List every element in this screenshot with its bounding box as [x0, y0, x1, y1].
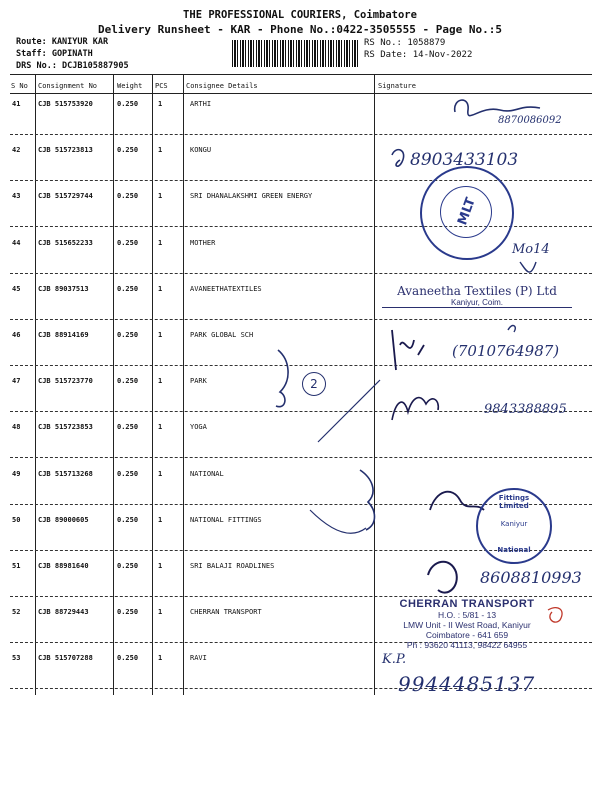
textiles-stamp-place: Kaniyur, Coim. — [450, 298, 504, 307]
company-seal-43 — [420, 166, 514, 260]
row-consignment-no: CJB 88729443 — [38, 608, 89, 617]
row-consignment-no: CJB 515713268 — [38, 469, 93, 478]
col-header-sno: S No — [11, 82, 28, 90]
row-sno: 47 — [12, 377, 21, 386]
signature-46-phone: (7010764987) — [452, 342, 560, 360]
row-pcs: 1 — [158, 331, 163, 339]
cherran-stamp — [374, 598, 560, 650]
seal-50-mid: Kaniyur — [500, 520, 528, 528]
row-consignment-no: CJB 515753920 — [38, 100, 93, 108]
row-consignee: YOGA — [190, 423, 207, 432]
row-weight: 0.250 — [117, 654, 139, 663]
row-sno: 49 — [12, 469, 21, 478]
row-consignee: NATIONAL — [190, 469, 224, 478]
row-consignment-no: CJB 515723813 — [38, 146, 93, 155]
row-pcs: 1 — [158, 515, 163, 524]
cherran-stamp-line5: Ph : 93620 41113, 98422 64955 — [406, 640, 528, 650]
row-sno: 41 — [12, 100, 21, 108]
row-weight: 0.250 — [117, 284, 139, 293]
cherran-stamp-line4: Coimbatore - 641 659 — [425, 630, 509, 640]
row-pcs: 1 — [158, 654, 163, 663]
row-consignee: PARK — [190, 377, 207, 386]
col-header-consignee: Consignee Details — [186, 82, 258, 90]
textiles-stamp-name: Avaneetha Textiles (P) Ltd — [397, 284, 557, 298]
row-consignment-no: CJB 88981640 — [38, 562, 89, 570]
row-consignee: NATIONAL FITTINGS — [190, 515, 262, 524]
col-header-weight: Weight — [117, 82, 143, 90]
col-header-signature: Signature — [378, 82, 416, 90]
signature-48-phone: 9843388895 — [484, 402, 567, 417]
row-consignee: SRI DHANALAKSHMI GREEN ENERGY — [190, 192, 313, 201]
seal-50-bottom: National — [497, 546, 531, 554]
row-sno: 52 — [12, 608, 21, 617]
row-sno: 48 — [12, 423, 21, 432]
row-consignee: KONGU — [190, 146, 212, 155]
rs-date: RS Date: 14-Nov-2022 — [364, 50, 473, 60]
row-consignment-no: CJB 515723853 — [38, 423, 93, 432]
row-weight: 0.250 — [117, 377, 139, 386]
row-pcs: 1 — [158, 377, 163, 386]
runsheet-title: Delivery Runsheet - KAR - Phone No.:0422-3505555 - Page No.:5 — [98, 23, 502, 36]
col-header-consignment: Consignment No — [38, 82, 98, 90]
cherran-stamp-line1: CHERRAN TRANSPORT — [399, 598, 535, 610]
row-weight: 0.250 — [117, 423, 139, 432]
row-consignee: RAVI — [190, 654, 207, 663]
row-consignment-no: CJB 515729744 — [38, 192, 93, 201]
staff-label: Staff: GOPINATH — [16, 49, 93, 59]
cherran-stamp-line2: H.O. : 5/81 - 13 — [437, 610, 497, 620]
seal-50-top: Fittings Limited — [498, 494, 530, 510]
fittings-seal-50 — [476, 488, 552, 564]
seal-43-text: MLT — [455, 195, 479, 228]
row-weight: 0.250 — [117, 331, 139, 339]
row-sno: 46 — [12, 331, 21, 339]
row-consignee: SRI BALAJI ROADLINES — [190, 562, 275, 570]
row-weight: 0.250 — [117, 238, 139, 247]
row-consignee: MOTHER — [190, 238, 216, 247]
row-consignment-no: CJB 515723770 — [38, 377, 93, 386]
row-weight: 0.250 — [117, 146, 139, 155]
rs-number: RS No.: 1058879 — [364, 38, 446, 48]
signature-53-name: K.P. — [382, 652, 407, 667]
col-header-pcs: PCS — [155, 82, 168, 90]
row-weight: 0.250 — [117, 469, 139, 478]
row-weight: 0.250 — [117, 608, 139, 617]
row-consignee: AVANEETHATEXTILES — [190, 284, 262, 293]
row-sno: 50 — [12, 515, 21, 524]
signature-53-phone: 9944485137 — [398, 672, 536, 696]
row-sno: 44 — [12, 238, 21, 247]
row-pcs: 1 — [158, 469, 163, 478]
cherran-stamp-line3: LMW Unit - II West Road, Kaniyur — [403, 620, 531, 630]
row-weight: 0.250 — [117, 515, 139, 524]
drs-number: DRS No.: DCJB105887905 — [16, 61, 129, 71]
row-consignment-no: CJB 515652233 — [38, 238, 93, 247]
row-pcs: 1 — [158, 100, 163, 108]
row-consignee: ARTHI — [190, 100, 212, 108]
textiles-stamp — [382, 284, 572, 308]
row-pcs: 1 — [158, 608, 163, 617]
row-sno: 51 — [12, 562, 21, 570]
row-consignee: CHERRAN TRANSPORT — [190, 608, 262, 617]
row-consignment-no: CJB 89000605 — [38, 515, 89, 524]
row-pcs: 1 — [158, 423, 163, 432]
row-sno: 53 — [12, 654, 21, 663]
row-pcs: 1 — [158, 192, 163, 201]
row-sno: 45 — [12, 284, 21, 293]
row-weight: 0.250 — [117, 562, 139, 570]
circled-number: 2 — [302, 372, 326, 396]
row-consignee: PARK GLOBAL SCH — [190, 331, 254, 339]
row-consignment-no: CJB 89037513 — [38, 284, 89, 293]
row-sno: 42 — [12, 146, 21, 155]
signature-51-phone: 8608810993 — [480, 568, 582, 587]
row-weight: 0.250 — [117, 192, 139, 201]
row-consignment-no: CJB 88914169 — [38, 331, 89, 339]
row-pcs: 1 — [158, 284, 163, 293]
row-weight: 0.250 — [117, 100, 139, 108]
signature-44-note: Mo14 — [512, 242, 550, 257]
signature-42-phone: 8903433103 — [410, 150, 519, 170]
row-pcs: 1 — [158, 562, 163, 570]
row-pcs: 1 — [158, 238, 163, 247]
company-title: THE PROFESSIONAL COURIERS, Coimbatore — [183, 9, 417, 21]
signature-41-phone: 8870086092 — [498, 115, 562, 126]
route-label: Route: KANIYUR KAR — [16, 37, 109, 47]
row-consignment-no: CJB 515707288 — [38, 654, 93, 663]
row-sno: 43 — [12, 192, 21, 201]
row-pcs: 1 — [158, 146, 163, 155]
